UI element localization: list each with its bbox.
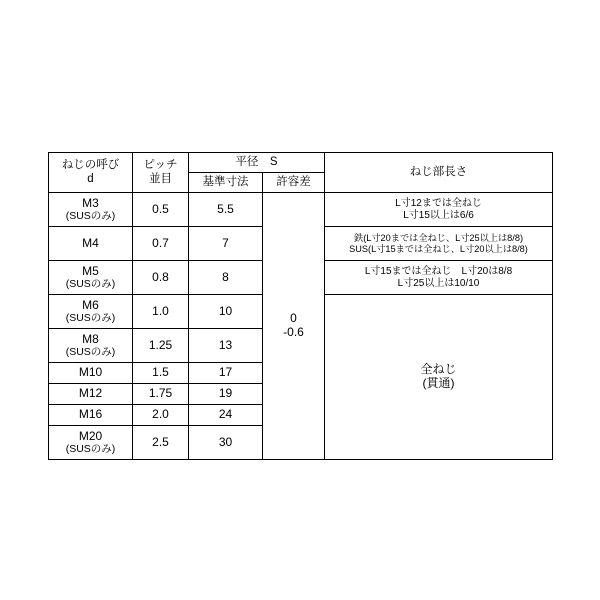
header-pitch-line2: 並目 (149, 172, 172, 185)
thread-length-line1: 全ねじ (420, 362, 457, 377)
header-thread-designation-line2: d (87, 172, 94, 185)
header-basic-dimension: 基準寸法 (189, 173, 263, 193)
table-header-row-1 (49, 153, 553, 173)
thread-name: M12 (78, 386, 103, 401)
cell-thread-designation (49, 227, 133, 261)
cell-thread-designation (49, 329, 133, 363)
thread-length-line2: SUS(L寸15までは全ねじ、L寸20以上は8/8) (349, 243, 528, 254)
thread-name: M8 (82, 331, 99, 346)
cell-pitch: 1.0 (133, 295, 189, 329)
cell-pitch: 0.8 (133, 261, 189, 295)
cell-thread-length (325, 295, 553, 460)
screw-specification-table (48, 152, 553, 460)
thread-note: (SUSのみ) (65, 443, 116, 456)
cell-pitch: 2.0 (133, 405, 189, 426)
thread-note: (SUSのみ) (65, 210, 116, 223)
cell-thread-designation (49, 384, 133, 405)
cell-pitch: 0.7 (133, 227, 189, 261)
table-body (49, 193, 553, 460)
header-thread-length: ねじ部長さ (325, 153, 553, 193)
header-tolerance: 許容差 (263, 173, 325, 193)
cell-basic-dimension: 17 (189, 363, 263, 384)
cell-thread-designation (49, 193, 133, 227)
cell-tolerance (263, 193, 325, 460)
cell-pitch: 1.75 (133, 384, 189, 405)
table-header (49, 153, 553, 193)
thread-length-line2: L寸25以上は10/10 (397, 277, 480, 289)
cell-basic-dimension: 24 (189, 405, 263, 426)
thread-length-line2: (貫通) (422, 376, 455, 390)
thread-note: (SUSのみ) (65, 312, 116, 325)
header-thread-designation-line1: ねじの呼び (61, 159, 120, 172)
header-thread-designation (49, 153, 133, 193)
thread-name: M20 (78, 428, 103, 443)
cell-basic-dimension: 13 (189, 329, 263, 363)
thread-name: M16 (78, 407, 103, 422)
thread-name: M5 (82, 263, 99, 278)
cell-thread-length (325, 227, 553, 261)
cell-basic-dimension: 19 (189, 384, 263, 405)
thread-length-line1: L寸12までは全ねじ (395, 198, 482, 209)
cell-thread-designation (49, 363, 133, 384)
cell-thread-designation (49, 405, 133, 426)
cell-pitch: 0.5 (133, 193, 189, 227)
cell-thread-designation (49, 261, 133, 295)
tolerance-upper: 0 (290, 311, 297, 326)
cell-thread-length (325, 193, 553, 227)
thread-name: M4 (82, 235, 99, 250)
thread-name: M10 (78, 365, 103, 380)
thread-name: M3 (82, 195, 99, 210)
cell-pitch: 1.5 (133, 363, 189, 384)
cell-basic-dimension: 10 (189, 295, 263, 329)
cell-pitch: 2.5 (133, 426, 189, 460)
cell-basic-dimension: 5.5 (189, 193, 263, 227)
cell-thread-length (325, 261, 553, 295)
cell-basic-dimension: 7 (189, 227, 263, 261)
header-pitch (133, 153, 189, 193)
cell-basic-dimension: 8 (189, 261, 263, 295)
thread-length-line1: 鉄(L寸20までは全ねじ、L寸25以上は8/8) (354, 232, 524, 243)
thread-length-line1: L寸15までは全ねじ L寸20は8/8 (364, 266, 513, 277)
thread-note: (SUSのみ) (65, 278, 116, 291)
thread-length-line2: L寸15以上は6/6 (403, 209, 474, 221)
tolerance-lower: -0.6 (283, 325, 304, 339)
thread-note: (SUSのみ) (65, 346, 116, 359)
cell-thread-designation (49, 426, 133, 460)
header-pitch-line1: ピッチ (143, 159, 178, 172)
table-row (49, 193, 553, 227)
thread-name: M6 (82, 297, 99, 312)
cell-pitch: 1.25 (133, 329, 189, 363)
cell-basic-dimension: 30 (189, 426, 263, 460)
cell-thread-designation (49, 295, 133, 329)
header-flat-diameter: 平径 S (189, 153, 325, 173)
